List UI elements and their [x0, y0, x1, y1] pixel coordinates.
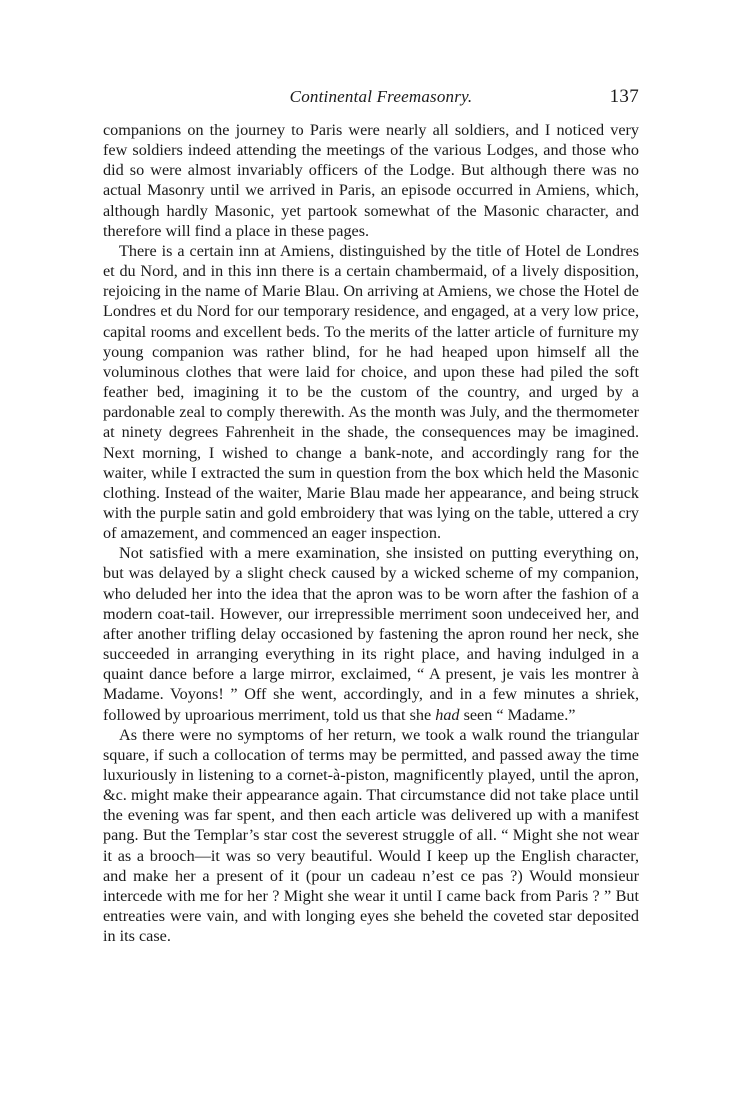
- body-text: [103, 120, 639, 946]
- paragraph-text: companions on the journey to Paris were nearly all soldiers, and I noticed very few soldiers indeed attending the meetings of the various Lodges, and those who did so were almost invariably officers of the Lodge. But although there was no actual Masonry until we arrived in Paris, an episode occurred in Amiens, which, although hardly Masonic, yet partook somewhat of the Masonic character, and therefore will find a place in these pages.: [103, 121, 639, 240]
- paragraph-inn-at-amiens: [103, 241, 639, 543]
- paragraph-text-end: seen “ Madame.”: [459, 705, 576, 724]
- paragraph-not-satisfied: [103, 543, 639, 724]
- paragraph-text: As there were no symptoms of her return, we took a walk round the triangular square, if such a collocation of terms may be permitted, and passed away the time luxuriously in listening to a cornet-à-piston, magnificently played, until the apron, &c. might make their appearance again. That circumstance did not take place until the evening was far spent, and then each article was delivered up with a manifest pang. But the Templar’s star cost the severest struggle of all. “ Might she not wear it as a brooch—it was so very beautiful. Would I keep up the English character, and make her a present of it (pour un cadeau n’est ce pas ?) Would monsieur intercede with me for her ? Might she wear it until I came back from Paris ? ” But entreaties were vain, and with longing eyes she beheld the coveted star deposited in its case.: [103, 725, 639, 946]
- paragraph-no-symptoms: [103, 725, 639, 947]
- emphasized-word: had: [435, 705, 460, 724]
- paragraph-continued: [103, 120, 639, 241]
- page-number: 137: [609, 86, 639, 107]
- running-title: Continental Freemasonry.: [289, 87, 473, 106]
- paragraph-text: There is a certain inn at Amiens, distinguished by the title of Hotel de Londres et du Nord, and in this inn there is a certain chambermaid, of a lively disposition, rejoicing in the name of Marie Blau. On arriving at Amiens, we chose the Hotel de Londres et du Nord for our temporary residence, and engaged, at a very low price, capital rooms and excellent beds. To the merits of the latter article of furniture my young companion was rather blind, for he had heaped upon himself all the voluminous clothes that were laid for choice, and upon these had piled the soft feather bed, imagining it to be the custom of the country, and urged by a pardonable zeal to comply therewith. As the month was July, and the thermometer at ninety degrees Fahrenheit in the shade, the consequences may be imagined. Next morning, I wished to change a bank-note, and accordingly rang for the waiter, while I extracted the sum in question from the box which held the Masonic clothing. Instead of the waiter, Marie Blau made her appearance, and being struck with the purple satin and gold embroidery that was lying on the table, uttered a cry of amazement, and commenced an eager inspection.: [103, 241, 639, 543]
- running-header: [103, 82, 639, 112]
- paragraph-text: Not satisfied with a mere examination, she insisted on putting everything on, but was delayed by a slight check caused by a wicked scheme of my companion, who deluded her into the idea that the apron was to be worn after the fashion of a modern coat-tail. However, our irrepressible merriment soon undeceived her, and after another trifling delay occasioned by fastening the apron round her neck, she succeeded in arranging everything in its right place, and having indulged in a quaint dance before a large mirror, exclaimed, “ A present, je vais les montrer à Madame. Voyons! ” Off she went, accordingly, and in a few minutes a shriek, followed by uproarious merriment, told us that she: [103, 544, 639, 724]
- book-page: [103, 82, 639, 946]
